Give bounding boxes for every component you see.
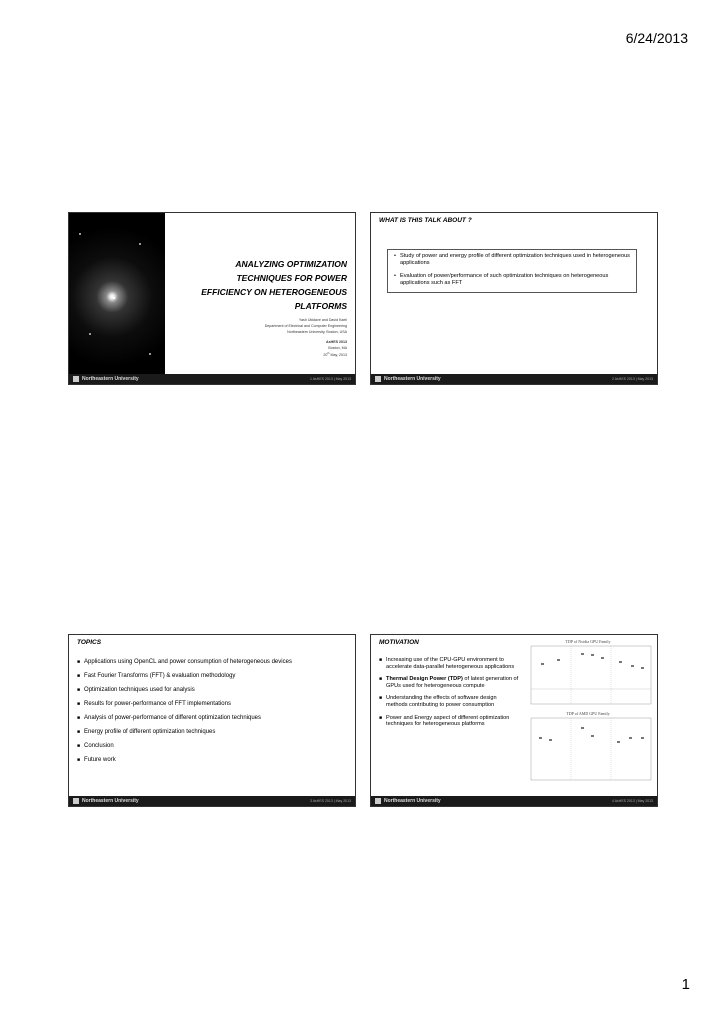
- slide-heading: TOPICS: [77, 639, 102, 646]
- topics-list: [77, 659, 345, 771]
- list-item: ■ Increasing use of the CPU-GPU environment to accelerate data-parallel heterogeneous applications: [379, 657, 515, 670]
- authors: Yash Ukidave and David Kaeli Department of Electrical and Computer Engineering Northeastern University, Boston, USA: [264, 318, 347, 334]
- list-item: ■ Results for power-performance of FFT implementations: [77, 701, 231, 707]
- list-item: ■ Future work: [77, 757, 116, 763]
- tdp-charts: [521, 637, 655, 793]
- chart2-title: TDP of AMD GPU Family: [566, 711, 610, 716]
- university-logo-icon: [73, 376, 79, 382]
- list-item: ■ Fast Fourier Transforms (FFT) & evaluation methodology: [77, 673, 236, 679]
- list-item: ■ Understanding the effects of software design methods contributing to power consumption: [379, 695, 497, 708]
- slide-talk-about: [370, 212, 658, 385]
- university-logo-icon: [73, 798, 79, 804]
- slide-footer: Northeastern University 4 AsHES 2013 | May 2013: [371, 796, 657, 806]
- slide-footer: Northeastern University 3 AsHES 2013 | May 2013: [69, 796, 355, 806]
- slide-title: [68, 212, 356, 385]
- slide-motivation: [370, 634, 658, 807]
- motivation-list: [379, 657, 519, 734]
- chart1-title: TDP of Nvidia GPU Family: [565, 639, 611, 644]
- page-number: 1: [681, 976, 690, 993]
- list-item: ■ Energy profile of different optimization techniques: [77, 729, 216, 735]
- university-logo-icon: [375, 798, 381, 804]
- slide-heading: WHAT IS THIS TALK ABOUT ?: [379, 217, 472, 224]
- header-date: 6/24/2013: [625, 30, 688, 46]
- slide-heading: MOTIVATION: [379, 639, 419, 646]
- list-item: ■ Applications using OpenCL and power consumption of heterogeneous devices: [77, 659, 292, 665]
- university-logo-icon: [375, 376, 381, 382]
- summary-box: • Study of power and energy profile of different optimization techniques used in heterogeneous applications • Evaluation of power/performance of such optimization techniques on heterogeneous applications such as FFT: [387, 249, 637, 293]
- list-item: ■ Power and Energy aspect of different optimization techniques for heterogeneous platforms: [379, 714, 510, 728]
- fft-spectrum-image: [69, 213, 165, 374]
- list-item: ■ Analysis of power-performance of different optimization techniques: [77, 715, 262, 721]
- conference-info: AsHES 2013 Boston, MA 20th May, 2013: [323, 340, 347, 358]
- list-item: ■ Conclusion: [77, 743, 114, 749]
- slide-footer: Northeastern University 2 AsHES 2013 | May 2013: [371, 374, 657, 384]
- list-item: ■ Thermal Design Power (TDP) of latest generation of GPUs used for heterogeneous compute: [379, 676, 519, 689]
- slide-footer: Northeastern University 1 AsHES 2013 | May 2013: [69, 374, 355, 384]
- slide-title-text: ANALYZING OPTIMIZATION TECHNIQUES FOR POWER EFFICIENCY ON HETEROGENEOUS PLATFORMS: [201, 259, 347, 311]
- list-item: ■ Optimization techniques used for analysis: [77, 687, 195, 693]
- slide-topics: [68, 634, 356, 807]
